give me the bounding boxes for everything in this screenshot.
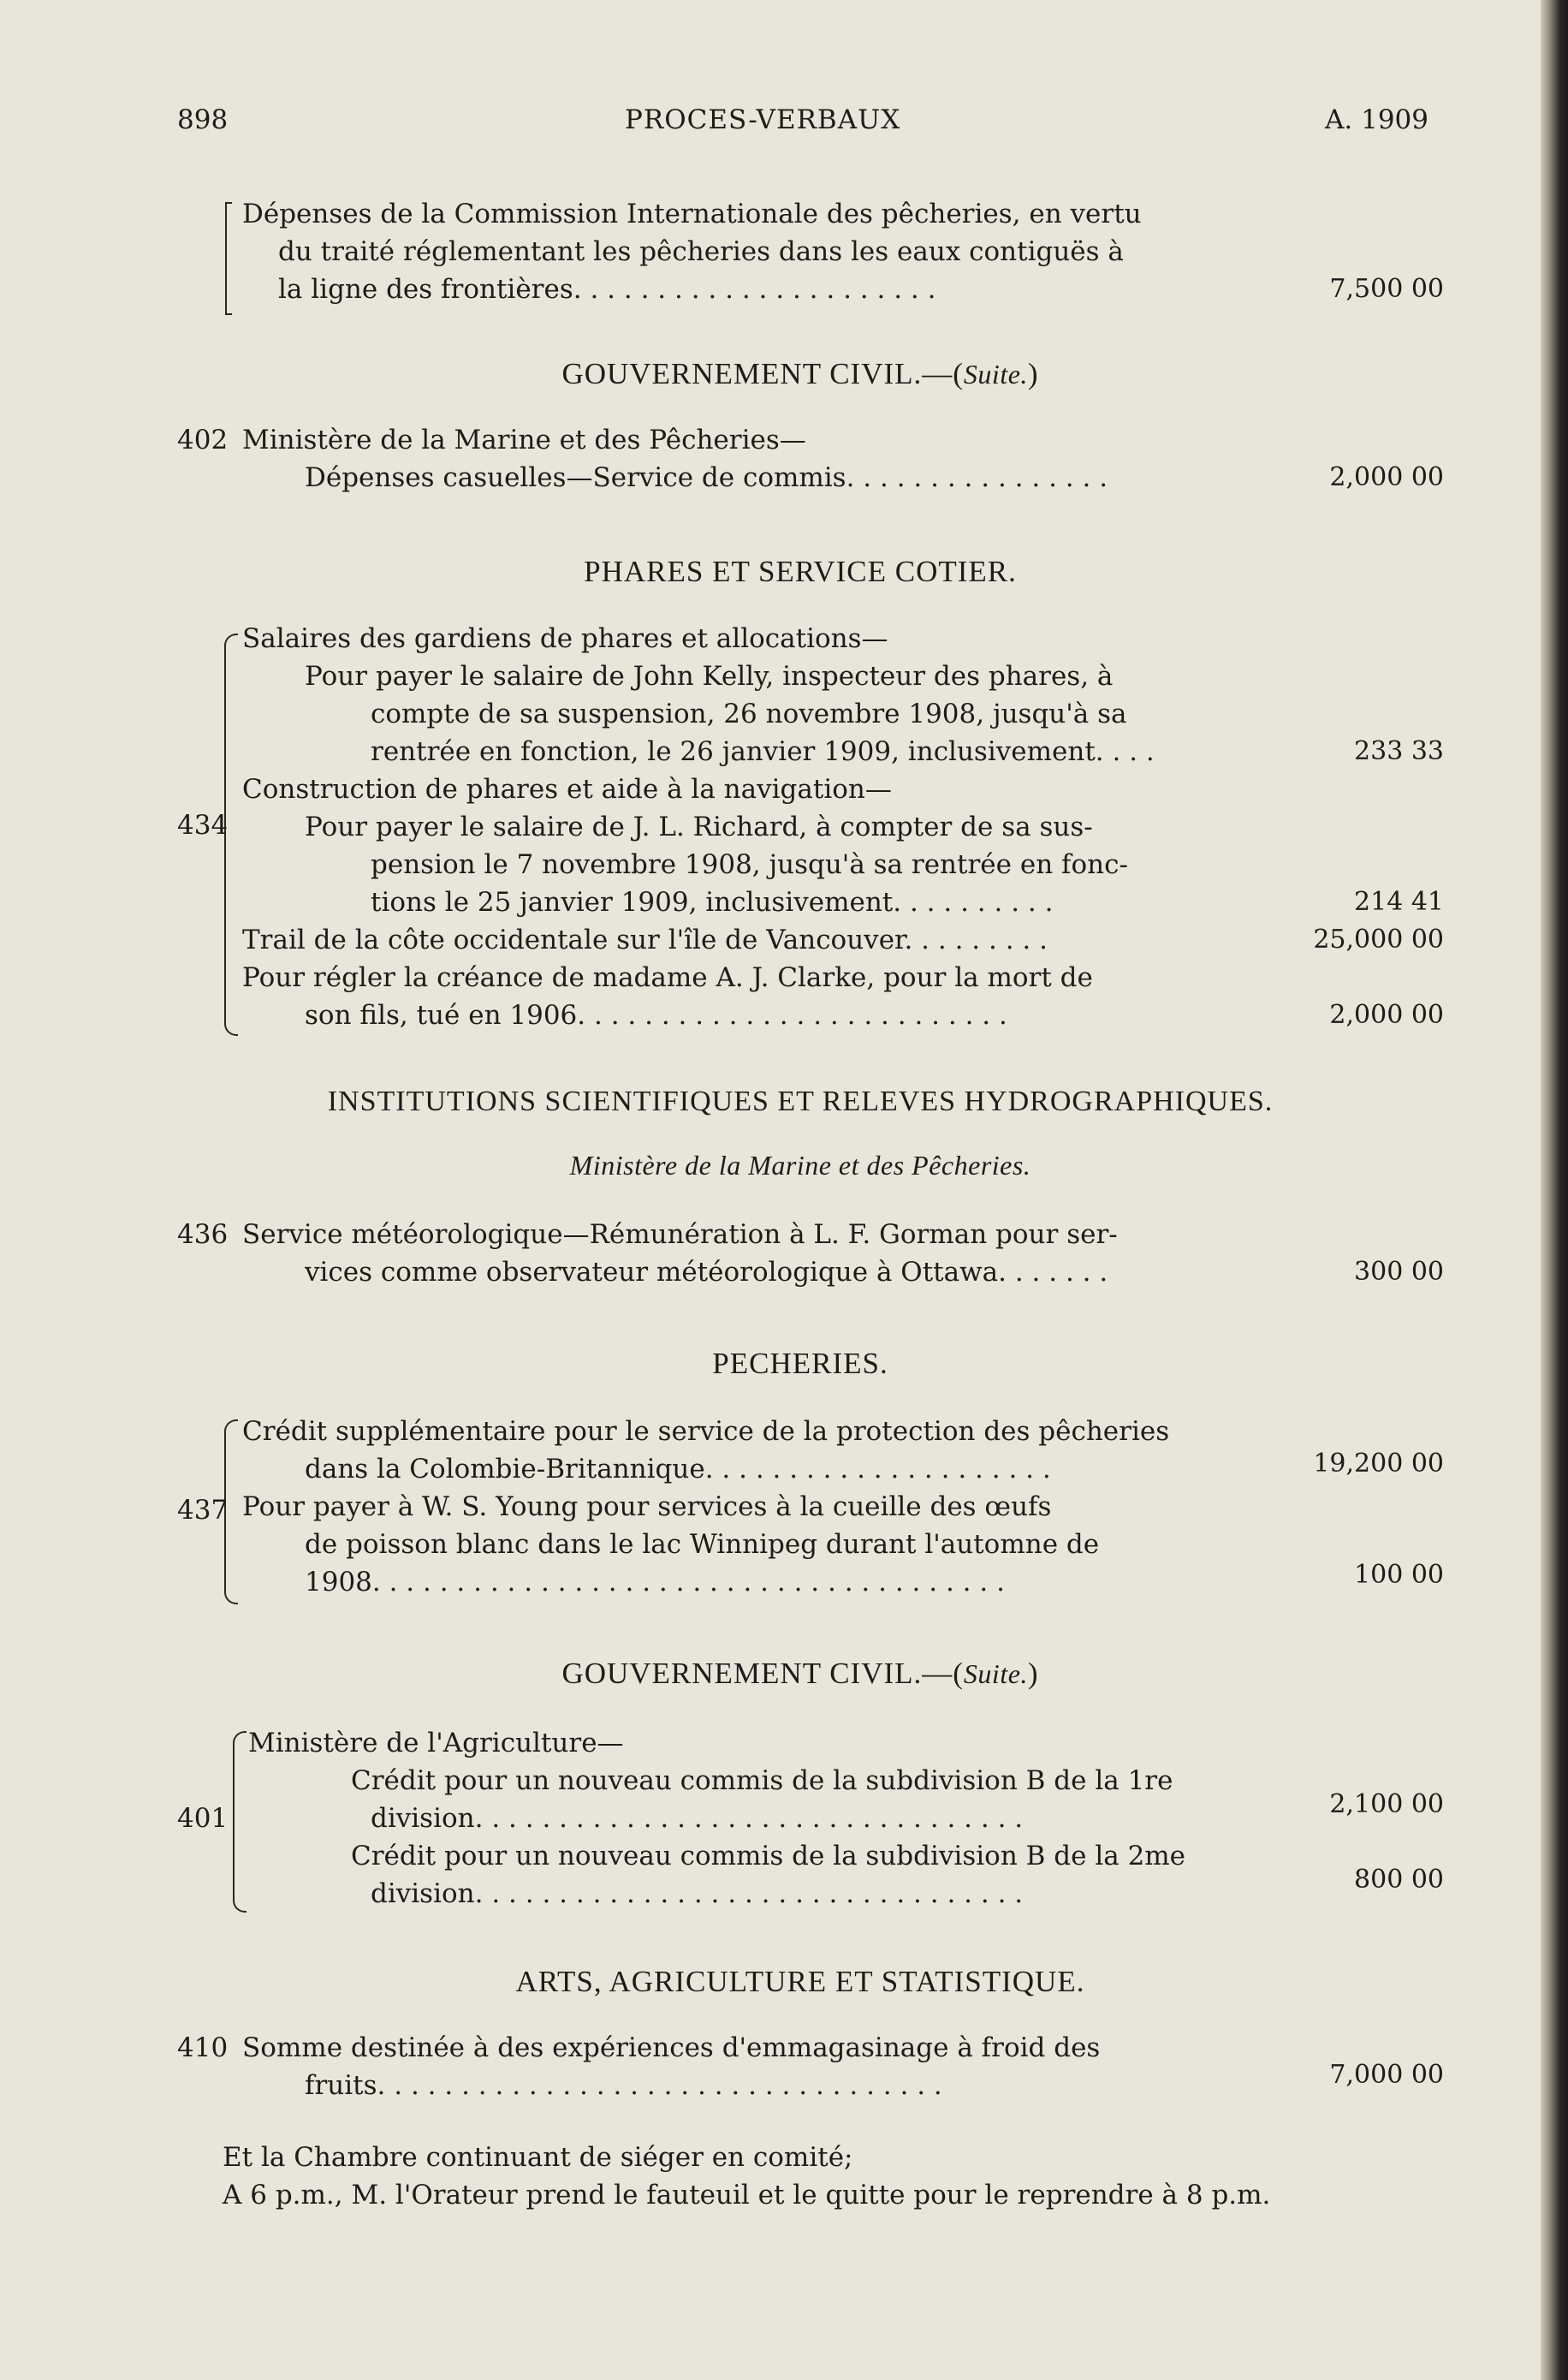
phares-line-5: Construction de phares et aide à la navigation—	[242, 774, 892, 805]
agri-line-3: division. . . . . . . . . . . . . . . . . . . . . . . . . . . . . . . . .	[371, 1803, 1024, 1834]
intro-line-1: Dépenses de la Commission Internationale des pêcheries, en vertu	[242, 199, 1142, 229]
entry-436-amount: 300 00	[1354, 1257, 1444, 1287]
entry-402-line-1: Ministère de la Marine et des Pêcheries—	[242, 425, 806, 455]
entry-436-line-1: Service météorologique—Rémunération à L. F. Gorman pour ser-	[242, 1219, 1118, 1250]
section-heading-gouvernement-civil: GOUVERNEMENT CIVIL.—(Suite.)	[561, 357, 1039, 390]
phares-amount-2: 214 41	[1354, 887, 1444, 917]
phares-line-9: Trail de la côte occidentale sur l'île de Vancouver. . . . . . . . .	[242, 925, 1048, 955]
phares-line-8: tions le 25 janvier 1909, inclusivement. . . . . . . . . .	[371, 887, 1054, 918]
agri-line-5: division. . . . . . . . . . . . . . . . . . . . . . . . . . . . . . . . .	[371, 1878, 1024, 1909]
section-heading-arts: ARTS, AGRICULTURE ET STATISTIQUE.	[515, 1965, 1085, 1998]
pecheries-line-2: dans la Colombie-Britannique. . . . . . . . . . . . . . . . . . . . .	[305, 1454, 1051, 1485]
phares-line-4: rentrée en fonction, le 26 janvier 1909, inclusivement. . . .	[371, 736, 1155, 767]
phares-line-6: Pour payer le salaire de J. L. Richard, à compter de sa sus-	[305, 812, 1093, 842]
pecheries-line-1: Crédit supplémentaire pour le service de la protection des pêcheries	[242, 1416, 1170, 1447]
phares-line-7: pension le 7 novembre 1908, jusqu'à sa rentrée en fonc-	[371, 849, 1128, 880]
pecheries-line-4: de poisson blanc dans le lac Winnipeg durant l'automne de	[305, 1529, 1100, 1560]
intro-line-2: du traité réglementant les pêcheries dans les eaux contiguës à	[278, 236, 1124, 267]
pecheries-amount-1: 19,200 00	[1313, 1449, 1444, 1479]
pecheries-amount-2: 100 00	[1354, 1560, 1444, 1590]
phares-line-2: Pour payer le salaire de John Kelly, inspecteur des phares, à	[305, 661, 1114, 692]
year-label: A. 1909	[1325, 104, 1428, 135]
agri-line-2: Crédit pour un nouveau commis de la subdivision B de la 1re	[351, 1765, 1173, 1796]
entry-410-line-2: fruits. . . . . . . . . . . . . . . . . . . . . . . . . . . . . . . . . .	[305, 2070, 942, 2101]
item-number-437: 437	[177, 1495, 229, 1526]
phares-amount-1: 233 33	[1354, 736, 1444, 766]
closing-line-1: Et la Chambre continuant de siéger en comité;	[223, 2142, 853, 2173]
item-number-436: 436	[177, 1219, 229, 1250]
item-number-434: 434	[177, 810, 229, 841]
entry-402-amount: 2,000 00	[1329, 462, 1444, 492]
section-heading-phares: PHARES ET SERVICE COTIER.	[584, 555, 1017, 588]
entry-410-line-1: Somme destinée à des expériences d'emmagasinage à froid des	[242, 2032, 1101, 2063]
page-title: PROCES-VERBAUX	[625, 104, 901, 135]
curly-brace-401	[233, 1731, 246, 1913]
item-number-402: 402	[177, 425, 229, 455]
item-number-410: 410	[177, 2032, 229, 2063]
entry-436-line-2: vices comme observateur météorologique à Ottawa. . . . . . .	[305, 1257, 1108, 1288]
phares-line-3: compte de sa suspension, 26 novembre 1908, jusqu'à sa	[371, 699, 1127, 729]
agri-amount-2: 800 00	[1354, 1865, 1444, 1895]
phares-line-1: Salaires des gardiens de phares et allocations—	[242, 623, 888, 654]
closing-line-2: A 6 p.m., M. l'Orateur prend le fauteuil et le quitte pour le reprendre à 8 p.m.	[223, 2180, 1271, 2210]
page-number: 898	[177, 104, 229, 135]
agri-line-4: Crédit pour un nouveau commis de la subdivision B de la 2me	[351, 1841, 1186, 1871]
section-heading-institutions: INSTITUTIONS SCIENTIFIQUES ET RELEVES HYDROGRAPHIQUES.	[327, 1086, 1274, 1117]
section-heading-gouvernement-civil-2: GOUVERNEMENT CIVIL.—(Suite.)	[561, 1657, 1039, 1690]
item-number-401: 401	[177, 1803, 229, 1834]
subheading-ministere: Ministère de la Marine et des Pêcheries.	[569, 1150, 1031, 1181]
entry-410-amount: 7,000 00	[1329, 2060, 1444, 2090]
phares-line-10: Pour régler la créance de madame A. J. Clarke, pour la mort de	[242, 962, 1093, 993]
phares-amount-3: 25,000 00	[1313, 925, 1444, 955]
intro-line-3: la ligne des frontières. . . . . . . . . . . . . . . . . . . . . .	[278, 274, 936, 305]
agri-amount-1: 2,100 00	[1329, 1789, 1444, 1819]
section-heading-pecheries: PECHERIES.	[712, 1347, 888, 1380]
phares-line-11: son fils, tué en 1906. . . . . . . . . . . . . . . . . . . . . . . . . .	[305, 1000, 1007, 1031]
pecheries-line-3: Pour payer à W. S. Young pour services à la cueille des œufs	[242, 1491, 1052, 1522]
pecheries-line-5: 1908. . . . . . . . . . . . . . . . . . . . . . . . . . . . . . . . . . . . . .	[305, 1567, 1005, 1598]
phares-amount-4: 2,000 00	[1329, 1000, 1444, 1030]
agri-line-1: Ministère de l'Agriculture—	[248, 1728, 624, 1758]
intro-amount: 7,500 00	[1329, 274, 1444, 304]
bracket	[225, 202, 232, 315]
entry-402-line-2: Dépenses casuelles—Service de commis. . . . . . . . . . . . . . . .	[305, 462, 1108, 493]
